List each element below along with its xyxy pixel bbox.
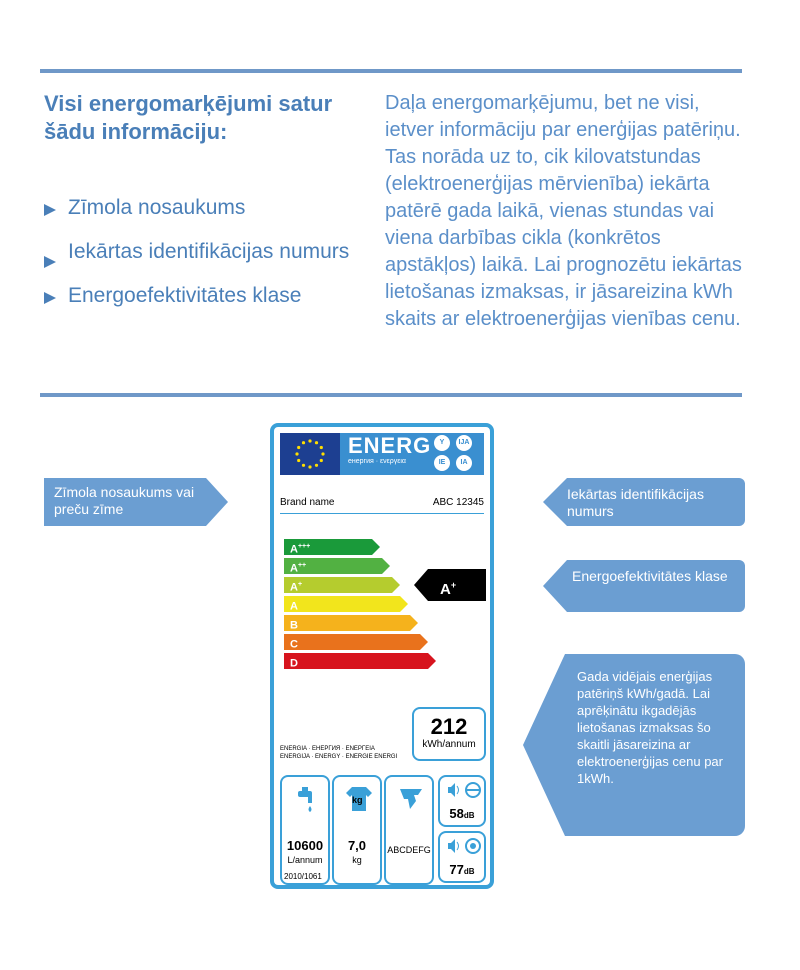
top-rule: [40, 69, 742, 73]
water-tap-icon: [292, 783, 322, 813]
efficiency-class-bar: C: [284, 634, 420, 650]
energy-label: [270, 423, 494, 889]
efficiency-class-bar: D: [284, 653, 428, 669]
energ-subtitle: енергия · ενεργεια: [348, 458, 406, 465]
bullet-marker-icon: [44, 256, 56, 268]
efficiency-class-bar: A: [284, 596, 400, 612]
spin-class-panel: ABCDEFG: [384, 775, 434, 885]
kwh-value: 212: [430, 714, 468, 739]
kwh-unit: kWh/annum: [422, 739, 476, 750]
callout-efficiency-class: Energoefektivitātes klase: [567, 560, 745, 612]
info-paragraph: Daļa energomarķējumu, bet ne visi, ietver informāciju par enerģijas patēriņu. Tas norāda uz to, cik kilovatstundas (elektroenerģijas mērvienība) iekārta patērē gada laikā, vienas stundas vai viena darbības cikla (konkrētos apstākļos) laikā. Lai prognozētu iekārtas lietošanas izmaksas, ir jāsareizina kWh skaits ar elektroenerģijas vienības cenu.: [385, 92, 742, 330]
callout-model-id: Iekārtas identifikācijas numurs: [567, 478, 745, 526]
capacity-panel: kg 7,0 kg: [332, 775, 382, 885]
annual-consumption-box: [412, 707, 486, 761]
spin-drying-icon: [396, 783, 426, 813]
bullet-marker-icon: [44, 292, 56, 304]
efficiency-class-bar: A+++: [284, 539, 372, 555]
bullet-item: Zīmola nosaukums: [44, 198, 374, 218]
efficiency-class-bar: A+: [284, 577, 392, 593]
noise-spin-panel: 77dB: [438, 831, 486, 883]
bottom-rule: [40, 393, 742, 397]
regulation-number: 2010/1061: [284, 872, 322, 881]
energy-multilingual-caption: ENERGIA · ЕНЕРГИЯ · ΕΝΕΡΓΕΙΑ ENERGIJA · ENERGY · ENERGIE ENERGI: [280, 746, 398, 760]
eu-flag-icon: [280, 433, 340, 475]
brand-name: Brand name: [280, 497, 335, 508]
energ-title: ENERG: [348, 433, 432, 458]
bullet-item: Energoefektivitātes klase: [44, 286, 374, 306]
efficiency-rating-arrow: A+: [428, 569, 486, 601]
noise-wash-panel: 58dB: [438, 775, 486, 827]
callout-brand: Zīmola nosaukums vai preču zīme: [44, 478, 206, 526]
speaker-wash-icon: [446, 780, 482, 800]
language-badge: Y: [434, 435, 450, 451]
language-badge: IJA: [456, 435, 472, 451]
speaker-spin-icon: [446, 836, 482, 856]
bullet-item: Iekārtas identifikācijas numurs: [44, 242, 374, 262]
section-title: Visi energomarķējumi satur šādu informāciju:: [44, 91, 333, 144]
callout-consumption: Gada vidējais enerģijas patēriņš kWh/gadā. Lai aprēķinātu ikgadējās lietošanas izmaksas šo skaitli jāsareizina ar elektroenerģijas cenu par 1kWh.: [565, 654, 745, 836]
water-consumption-panel: 10600 L/annum: [280, 775, 330, 885]
language-badge: IA: [456, 455, 472, 471]
language-badge: IE: [434, 455, 450, 471]
label-divider: [280, 513, 484, 514]
bullet-list: [44, 198, 374, 330]
model-number: ABC 12345: [432, 497, 484, 508]
efficiency-class-bar: A++: [284, 558, 382, 574]
efficiency-class-bar: B: [284, 615, 410, 631]
bullet-marker-icon: [44, 204, 56, 216]
